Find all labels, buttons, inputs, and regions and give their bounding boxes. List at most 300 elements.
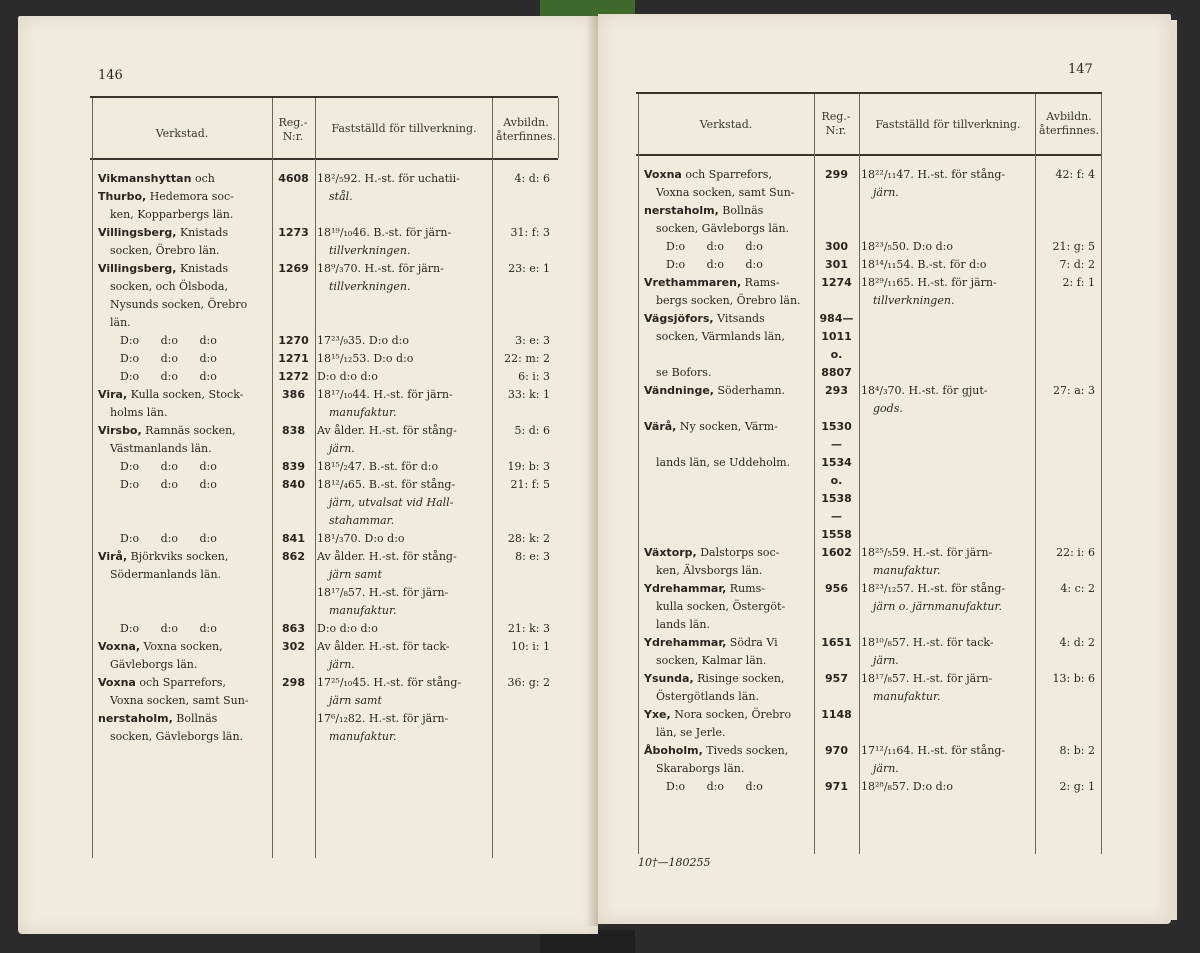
cell-avbildn xyxy=(1035,724,1101,742)
verkstad-detail: se Bofors. xyxy=(656,366,712,379)
cell-faststalld xyxy=(859,526,1035,544)
page-number: 147 xyxy=(1068,62,1093,77)
table-row xyxy=(96,368,566,386)
cell-avbildn xyxy=(1035,454,1101,490)
verkstad-name: Voxna xyxy=(98,676,136,689)
verkstad-name: Villingsberg, xyxy=(98,226,177,239)
verkstad-detail: Dalstorps soc- xyxy=(696,546,780,559)
header-reg: Reg.- N:r. xyxy=(278,116,308,143)
cell-reg-nr xyxy=(814,202,859,220)
cell-faststalld: järn o. järnmanufaktur. xyxy=(873,600,1003,613)
page-number: 146 xyxy=(98,68,123,83)
cell-reg-nr: 301 xyxy=(825,258,848,271)
cell-reg-nr xyxy=(272,188,315,206)
verkstad-name: Virå, xyxy=(98,550,128,563)
cell-verkstad xyxy=(642,688,814,706)
verkstad-name: Voxna xyxy=(644,168,682,181)
cell-faststalld: 18²³/₁₂57. H.-st. för stång- xyxy=(861,582,1006,595)
cell-faststalld xyxy=(859,418,1035,454)
cell-faststalld: gods. xyxy=(873,402,903,415)
cell-reg-nr: 293 xyxy=(825,384,848,397)
cell-reg-nr xyxy=(272,494,315,512)
cell-reg-nr: 1270 xyxy=(278,334,309,347)
cell-avbildn xyxy=(1035,184,1101,202)
verkstad-detail: Södermanlands län. xyxy=(110,568,222,581)
cell-avbildn xyxy=(492,692,556,710)
cell-faststalld: järn. xyxy=(873,762,899,775)
cell-reg-nr: 299 xyxy=(825,168,848,181)
verkstad-detail: D:o d:o d:o xyxy=(120,532,217,545)
cell-verkstad xyxy=(642,256,814,274)
cell-avbildn: 22: m: 2 xyxy=(504,352,550,365)
verkstad-detail: Rums- xyxy=(726,582,765,595)
cell-faststalld: järn. xyxy=(329,658,355,671)
verkstad-detail: socken, Örebro län. xyxy=(110,244,220,257)
cell-reg-nr xyxy=(272,584,315,602)
cell-avbildn: 7: d: 2 xyxy=(1059,258,1095,271)
cell-faststalld: manufaktur. xyxy=(329,406,397,419)
verkstad-detail: D:o d:o d:o xyxy=(120,622,217,635)
cell-avbildn xyxy=(1035,562,1101,580)
table-row xyxy=(642,652,1108,670)
verkstad-detail: och Sparrefors, xyxy=(681,168,772,181)
verkstad-detail: D:o d:o d:o xyxy=(120,352,217,365)
header-verkstad: Verkstad. xyxy=(699,118,753,131)
verkstad-detail: D:o d:o d:o xyxy=(666,240,763,253)
table-row xyxy=(96,674,566,692)
cell-reg-nr: 1530— xyxy=(821,420,852,451)
cell-reg-nr: 298 xyxy=(282,676,305,689)
cell-reg-nr xyxy=(814,292,859,310)
cell-faststalld: järn. xyxy=(873,654,899,667)
cell-reg-nr xyxy=(814,562,859,580)
cell-verkstad xyxy=(642,634,814,652)
cell-verkstad xyxy=(642,616,814,634)
verkstad-detail: Knistads xyxy=(176,226,229,239)
cell-avbildn: 13: b: 6 xyxy=(1052,672,1095,685)
cell-reg-nr xyxy=(272,296,315,314)
cell-avbildn xyxy=(492,494,556,512)
cell-verkstad xyxy=(642,328,814,364)
cell-avbildn: 31: f: 3 xyxy=(510,226,550,239)
table-row xyxy=(96,584,566,602)
table-row xyxy=(642,220,1108,238)
table-row xyxy=(96,224,566,242)
verkstad-name: Vira, xyxy=(98,388,128,401)
table-row xyxy=(96,278,566,296)
cell-faststalld: 18¹⁹/₁₀46. B.-st. för järn- xyxy=(317,226,452,239)
cell-verkstad xyxy=(642,400,814,418)
cell-reg-nr: 1602 xyxy=(821,546,852,559)
verkstad-name: Villingsberg, xyxy=(98,262,177,275)
cell-verkstad xyxy=(642,364,814,382)
table-header-rule xyxy=(90,158,558,160)
cell-avbildn xyxy=(1035,688,1101,706)
cell-reg-nr xyxy=(272,602,315,620)
cell-reg-nr xyxy=(272,710,315,728)
cell-faststalld xyxy=(859,490,1035,526)
table-vline xyxy=(558,98,559,158)
table-row xyxy=(642,418,1108,454)
cell-avbildn: 2: g: 1 xyxy=(1059,780,1095,793)
cell-verkstad xyxy=(96,206,272,224)
cell-reg-nr xyxy=(814,184,859,202)
table-row xyxy=(642,670,1108,688)
cell-faststalld: 18¹⁵/₂47. B.-st. för d:o xyxy=(317,460,439,473)
verkstad-detail: Söderhamn. xyxy=(714,384,786,397)
cell-verkstad xyxy=(642,382,814,400)
cell-avbildn: 42: f: 4 xyxy=(1055,168,1095,181)
cell-faststalld: Av ålder. H.-st. för stång- xyxy=(317,550,457,563)
cell-reg-nr: 840 xyxy=(282,478,305,491)
header-avbildn: Avbildn. återfinnes. xyxy=(1039,110,1099,137)
header-faststalld: Fastställd för tillverkning. xyxy=(331,122,477,135)
verkstad-detail: kulla socken, Östergöt- xyxy=(656,600,786,613)
cell-reg-nr xyxy=(272,512,315,530)
cell-faststalld: 18²/₅92. H.-st. för uchatii- xyxy=(317,172,460,185)
cell-reg-nr xyxy=(814,688,859,706)
verkstad-name: Växtorp, xyxy=(644,546,697,559)
verkstad-detail: Skaraborgs län. xyxy=(656,762,745,775)
cell-verkstad xyxy=(96,530,272,548)
cell-verkstad xyxy=(96,512,272,530)
cell-verkstad xyxy=(642,220,814,238)
cell-reg-nr: 1558 xyxy=(821,528,852,541)
cell-verkstad xyxy=(96,350,272,368)
cell-reg-nr: 971 xyxy=(825,780,848,793)
cell-reg-nr xyxy=(814,652,859,670)
verkstad-name: Ydrehammar, xyxy=(644,582,727,595)
cell-faststalld: stahammar. xyxy=(329,514,395,527)
verkstad-detail: holms län. xyxy=(110,406,168,419)
cell-reg-nr: 300 xyxy=(825,240,848,253)
table-row xyxy=(96,242,566,260)
cell-faststalld: manufaktur. xyxy=(329,604,397,617)
cell-avbildn: 28: k: 2 xyxy=(507,532,550,545)
cell-reg-nr xyxy=(814,220,859,238)
cell-faststalld: 18²⁸/₈57. D:o d:o xyxy=(861,780,953,793)
table-row xyxy=(642,526,1108,544)
cell-reg-nr: 1274 xyxy=(821,276,852,289)
table-row xyxy=(642,544,1108,562)
cell-verkstad xyxy=(96,692,272,710)
table-row xyxy=(96,620,566,638)
cell-avbildn: 3: e: 3 xyxy=(515,334,550,347)
table-row xyxy=(96,656,566,674)
cell-avbildn xyxy=(1035,760,1101,778)
cell-verkstad xyxy=(96,314,272,332)
cell-avbildn: 21: g: 5 xyxy=(1052,240,1095,253)
left-page xyxy=(18,16,598,934)
verkstad-detail: D:o d:o d:o xyxy=(120,334,217,347)
table-row xyxy=(642,400,1108,418)
verkstad-detail: län, se Jerle. xyxy=(656,726,726,739)
cell-reg-nr: 841 xyxy=(282,532,305,545)
table-row xyxy=(642,292,1108,310)
cell-avbildn xyxy=(492,728,556,746)
cell-avbildn: 6: i: 3 xyxy=(518,370,550,383)
cell-avbildn xyxy=(492,440,556,458)
cell-faststalld: 18²⁵/₅59. H.-st. för järn- xyxy=(861,546,993,559)
cell-avbildn xyxy=(492,206,556,224)
table-row xyxy=(96,422,566,440)
table-row xyxy=(642,688,1108,706)
cell-reg-nr: 838 xyxy=(282,424,305,437)
cell-faststalld: 18¹⁵/₁₂53. D:o d:o xyxy=(317,352,414,365)
cell-avbildn xyxy=(1035,706,1101,724)
cell-faststalld: 17⁶/₁₂82. H.-st. för järn- xyxy=(317,712,449,725)
cell-reg-nr xyxy=(272,314,315,332)
cell-reg-nr xyxy=(814,724,859,742)
cell-avbildn: 27: a: 3 xyxy=(1053,384,1095,397)
table-row xyxy=(96,476,566,494)
table-row xyxy=(96,710,566,728)
cell-faststalld xyxy=(315,206,492,224)
cell-avbildn: 4: d: 6 xyxy=(514,172,550,185)
verkstad-name: Virsbo, xyxy=(98,424,142,437)
cell-verkstad xyxy=(642,598,814,616)
cell-verkstad xyxy=(642,742,814,760)
table-row xyxy=(96,530,566,548)
cell-verkstad xyxy=(642,202,814,220)
table-body xyxy=(642,166,1108,796)
right-page xyxy=(598,14,1171,924)
cell-verkstad xyxy=(642,706,814,724)
cell-avbildn: 4: c: 2 xyxy=(1060,582,1095,595)
cell-verkstad xyxy=(96,440,272,458)
cell-faststalld xyxy=(859,310,1035,328)
verkstad-name: Ysunda, xyxy=(644,672,694,685)
cell-avbildn: 36: g: 2 xyxy=(507,676,550,689)
cell-faststalld xyxy=(859,724,1035,742)
cell-verkstad xyxy=(96,602,272,620)
cell-faststalld: järn, utvalsat vid Hall- xyxy=(329,496,454,509)
table-row xyxy=(642,598,1108,616)
cell-reg-nr xyxy=(814,760,859,778)
table-row xyxy=(96,260,566,278)
cell-avbildn xyxy=(492,296,556,314)
cell-avbildn xyxy=(1035,400,1101,418)
table-row xyxy=(642,184,1108,202)
verkstad-name: Thurbo, xyxy=(98,190,147,203)
table-row xyxy=(642,490,1108,526)
cell-faststalld: Av ålder. H.-st. för tack- xyxy=(317,640,450,653)
cell-avbildn xyxy=(492,188,556,206)
table-row xyxy=(642,616,1108,634)
cell-faststalld: manufaktur. xyxy=(873,690,941,703)
cell-reg-nr: 970 xyxy=(825,744,848,757)
verkstad-detail: län. xyxy=(110,316,131,329)
verkstad-detail: och Sparrefors, xyxy=(135,676,226,689)
cell-avbildn xyxy=(492,584,556,602)
cell-avbildn xyxy=(492,656,556,674)
cell-verkstad xyxy=(642,310,814,328)
cell-verkstad xyxy=(642,778,814,796)
cell-verkstad xyxy=(96,368,272,386)
verkstad-detail: ken, Älvsborgs län. xyxy=(656,564,763,577)
verkstad-detail: ken, Kopparbergs län. xyxy=(110,208,234,221)
cell-verkstad xyxy=(96,584,272,602)
header-avbildn: Avbildn. återfinnes. xyxy=(496,116,556,143)
cell-reg-nr xyxy=(814,616,859,634)
cell-avbildn xyxy=(1035,292,1101,310)
cell-faststalld: 18²⁹/₁₁65. H.-st. för järn- xyxy=(861,276,997,289)
verkstad-detail: Södra Vi xyxy=(726,636,778,649)
cell-verkstad xyxy=(96,260,272,278)
cell-avbildn: 5: d: 6 xyxy=(514,424,550,437)
cell-avbildn xyxy=(1035,220,1101,238)
verkstad-detail: lands län, se Uddeholm. xyxy=(656,456,791,469)
table-vline xyxy=(92,98,93,858)
cell-verkstad xyxy=(96,404,272,422)
cell-reg-nr: 1011 o. xyxy=(821,330,852,361)
cell-avbildn xyxy=(1035,202,1101,220)
cell-faststalld: Av ålder. H.-st. för stång- xyxy=(317,424,457,437)
verkstad-name: Åboholm, xyxy=(644,744,703,757)
table-row xyxy=(96,728,566,746)
cell-faststalld xyxy=(859,328,1035,364)
cell-faststalld: 18¹⁴/₁₁54. B.-st. för d:o xyxy=(861,258,987,271)
cell-avbildn xyxy=(492,314,556,332)
cell-reg-nr: 984— xyxy=(819,312,854,325)
cell-verkstad xyxy=(642,490,814,526)
cell-verkstad xyxy=(96,710,272,728)
table-row xyxy=(642,778,1108,796)
table-row xyxy=(96,512,566,530)
cell-faststalld: 18²²/₁₁47. H.-st. för stång- xyxy=(861,168,1006,181)
cell-faststalld xyxy=(315,296,492,314)
cell-reg-nr: 1538— xyxy=(821,492,852,523)
cell-reg-nr xyxy=(272,278,315,296)
cell-avbildn xyxy=(1035,328,1101,364)
cell-verkstad xyxy=(96,296,272,314)
cell-verkstad xyxy=(96,458,272,476)
cell-reg-nr xyxy=(272,242,315,260)
verkstad-detail: Rams- xyxy=(741,276,780,289)
table-row xyxy=(642,760,1108,778)
cell-avbildn: 10: i: 1 xyxy=(511,640,550,653)
verkstad-detail: Östergötlands län. xyxy=(656,690,759,703)
cell-verkstad xyxy=(96,620,272,638)
cell-verkstad xyxy=(96,638,272,656)
table-row xyxy=(96,494,566,512)
cell-faststalld xyxy=(859,706,1035,724)
cell-reg-nr: 863 xyxy=(282,622,305,635)
cell-verkstad xyxy=(642,184,814,202)
table-row xyxy=(642,328,1108,364)
verkstad-detail: Bollnäs xyxy=(718,204,764,217)
cell-reg-nr xyxy=(272,728,315,746)
table-row xyxy=(96,386,566,404)
verkstad-detail: Voxna socken, xyxy=(140,640,223,653)
verkstad-detail: Ramnäs socken, xyxy=(141,424,236,437)
table-vline xyxy=(638,94,639,854)
cell-faststalld: 18²³/₅50. D:o d:o xyxy=(861,240,953,253)
cell-verkstad xyxy=(642,580,814,598)
cell-verkstad xyxy=(642,544,814,562)
table-row xyxy=(96,296,566,314)
verkstad-detail: Västmanlands län. xyxy=(110,442,212,455)
cell-faststalld: stål. xyxy=(329,190,353,203)
cell-faststalld: 18¹⁷/₁₀44. H.-st. för järn- xyxy=(317,388,453,401)
cell-avbildn xyxy=(492,278,556,296)
cell-verkstad xyxy=(96,494,272,512)
cell-faststalld: 17¹²/₁₁64. H.-st. för stång- xyxy=(861,744,1006,757)
cell-verkstad xyxy=(96,386,272,404)
cell-verkstad xyxy=(96,278,272,296)
cell-faststalld xyxy=(315,314,492,332)
table-row xyxy=(642,256,1108,274)
cell-avbildn: 4: d: 2 xyxy=(1059,636,1095,649)
cell-verkstad xyxy=(96,566,272,584)
cell-verkstad xyxy=(642,670,814,688)
cell-reg-nr xyxy=(814,400,859,418)
cell-verkstad xyxy=(642,274,814,292)
table-row xyxy=(96,638,566,656)
cell-faststalld: 17²⁵/₁₀45. H.-st. för stång- xyxy=(317,676,462,689)
cell-avbildn xyxy=(492,710,556,728)
cell-verkstad xyxy=(96,242,272,260)
table-row xyxy=(642,724,1108,742)
cell-avbildn: 23: e: 1 xyxy=(508,262,550,275)
table-body xyxy=(96,170,566,746)
cell-reg-nr: 1651 xyxy=(821,636,852,649)
cell-faststalld: 18⁹/₃70. H.-st. för järn- xyxy=(317,262,444,275)
verkstad-detail: socken, Värmlands län, xyxy=(656,330,785,343)
verkstad-detail: Ny socken, Värm- xyxy=(676,420,778,433)
cell-faststalld xyxy=(859,616,1035,634)
cell-avbildn xyxy=(492,512,556,530)
cell-faststalld: järn samt xyxy=(329,694,382,707)
verkstad-detail: socken, Kalmar län. xyxy=(656,654,767,667)
verkstad-detail: Nysunds socken, Örebro xyxy=(110,298,248,311)
cell-verkstad xyxy=(96,728,272,746)
table-row xyxy=(642,382,1108,400)
table-top-rule xyxy=(90,96,558,98)
cell-faststalld xyxy=(859,364,1035,382)
cell-avbildn xyxy=(492,566,556,584)
cell-avbildn xyxy=(1035,418,1101,454)
verkstad-name: Yxe, xyxy=(644,708,671,721)
verkstad-detail: Vitsands xyxy=(713,312,765,325)
cell-reg-nr xyxy=(272,692,315,710)
cell-verkstad xyxy=(642,292,814,310)
table-row xyxy=(96,206,566,224)
verkstad-name: Vikmanshyttan xyxy=(98,172,192,185)
cell-avbildn: 2: f: 1 xyxy=(1062,276,1095,289)
cell-avbildn xyxy=(1035,490,1101,526)
cell-faststalld: tillverkningen. xyxy=(873,294,955,307)
header-faststalld: Fastställd för tillverkning. xyxy=(875,118,1021,131)
cell-avbildn xyxy=(1035,310,1101,328)
cell-faststalld: D:o d:o d:o xyxy=(317,370,378,383)
cell-reg-nr: 8807 xyxy=(821,366,852,379)
cell-faststalld: 18¹⁷/₈57. H.-st. för järn- xyxy=(861,672,993,685)
cell-faststalld: manufaktur. xyxy=(329,730,397,743)
cell-reg-nr: 302 xyxy=(282,640,305,653)
cell-avbildn xyxy=(1035,652,1101,670)
table-row xyxy=(96,458,566,476)
verkstad-detail: Gävleborgs län. xyxy=(110,658,198,671)
verkstad-detail: Tiveds socken, xyxy=(702,744,789,757)
cell-verkstad xyxy=(96,422,272,440)
cell-avbildn xyxy=(492,602,556,620)
table-row xyxy=(642,202,1108,220)
cell-reg-nr xyxy=(272,206,315,224)
table-header-rule xyxy=(636,154,1102,156)
table-row xyxy=(96,692,566,710)
cell-reg-nr xyxy=(814,598,859,616)
